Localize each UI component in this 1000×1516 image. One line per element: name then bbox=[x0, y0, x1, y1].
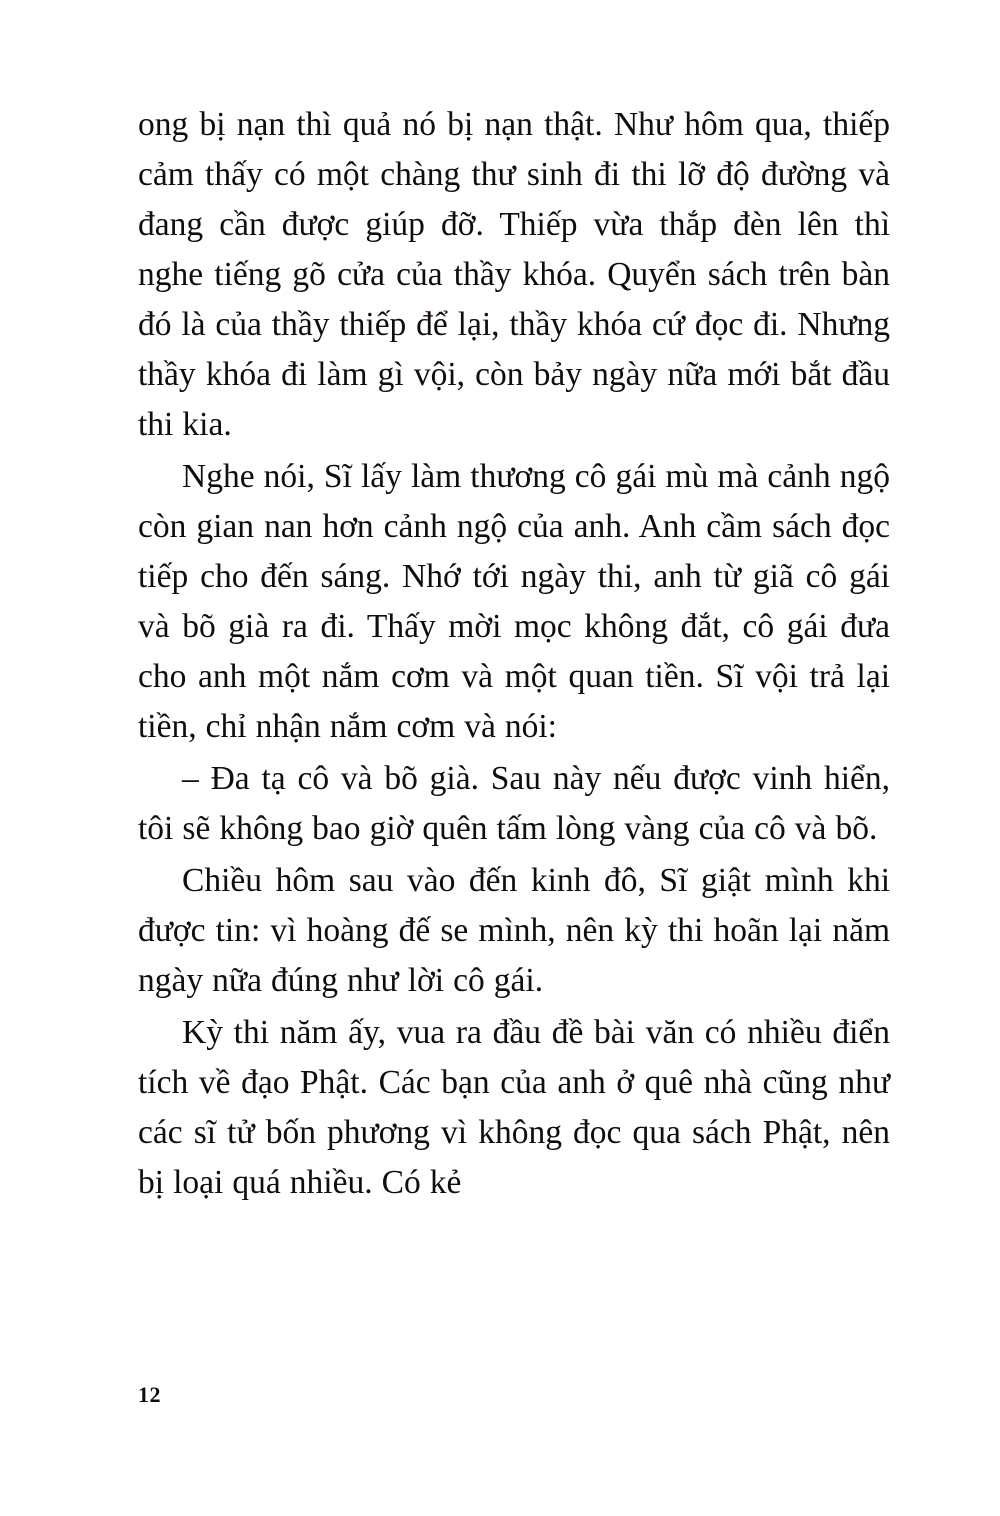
paragraph: Kỳ thi năm ấy, vua ra đầu đề bài văn có nhiều điển tích về đạo Phật. Các bạn của anh ở quê nhà cũng như các sĩ tử bốn phương vì không đọc qua sách Phật, nên bị loại quá nhiều. Có kẻ bbox=[138, 1014, 890, 1201]
paragraph: Chiều hôm sau vào đến kinh đô, Sĩ giật mình khi được tin: vì hoàng đế se mình, nên kỳ thi hoãn lại năm ngày nữa đúng như lời cô gái. bbox=[138, 862, 890, 999]
paragraph: ong bị nạn thì quả nó bị nạn thật. Như hôm qua, thiếp cảm thấy có một chàng thư sinh đi thi lỡ độ đường và đang cần được giúp đỡ. Thiếp vừa thắp đèn lên thì nghe tiếng gõ cửa của thầy khóa. Quyển sách trên bàn đó là của thầy thiếp để lại, thầy khóa cứ đọc đi. Nhưng thầy khóa đi làm gì vội, còn bảy ngày nữa mới bắt đầu thi kia. bbox=[138, 106, 890, 443]
paragraph: – Đa tạ cô và bõ già. Sau này nếu được vinh hiển, tôi sẽ không bao giờ quên tấm lòng vàng của cô và bõ. bbox=[138, 760, 890, 847]
paragraph: Nghe nói, Sĩ lấy làm thương cô gái mù mà cảnh ngộ còn gian nan hơn cảnh ngộ của anh. Anh cầm sách đọc tiếp cho đến sáng. Nhớ tới ngày thi, anh từ giã cô gái và bõ già ra đi. Thấy mời mọc không đắt, cô gái đưa cho anh một nắm cơm và một quan tiền. Sĩ vội trả lại tiền, chỉ nhận nắm cơm và nói: bbox=[138, 458, 890, 745]
page-number: 12 bbox=[138, 1382, 161, 1407]
body-text-column bbox=[138, 100, 890, 1210]
